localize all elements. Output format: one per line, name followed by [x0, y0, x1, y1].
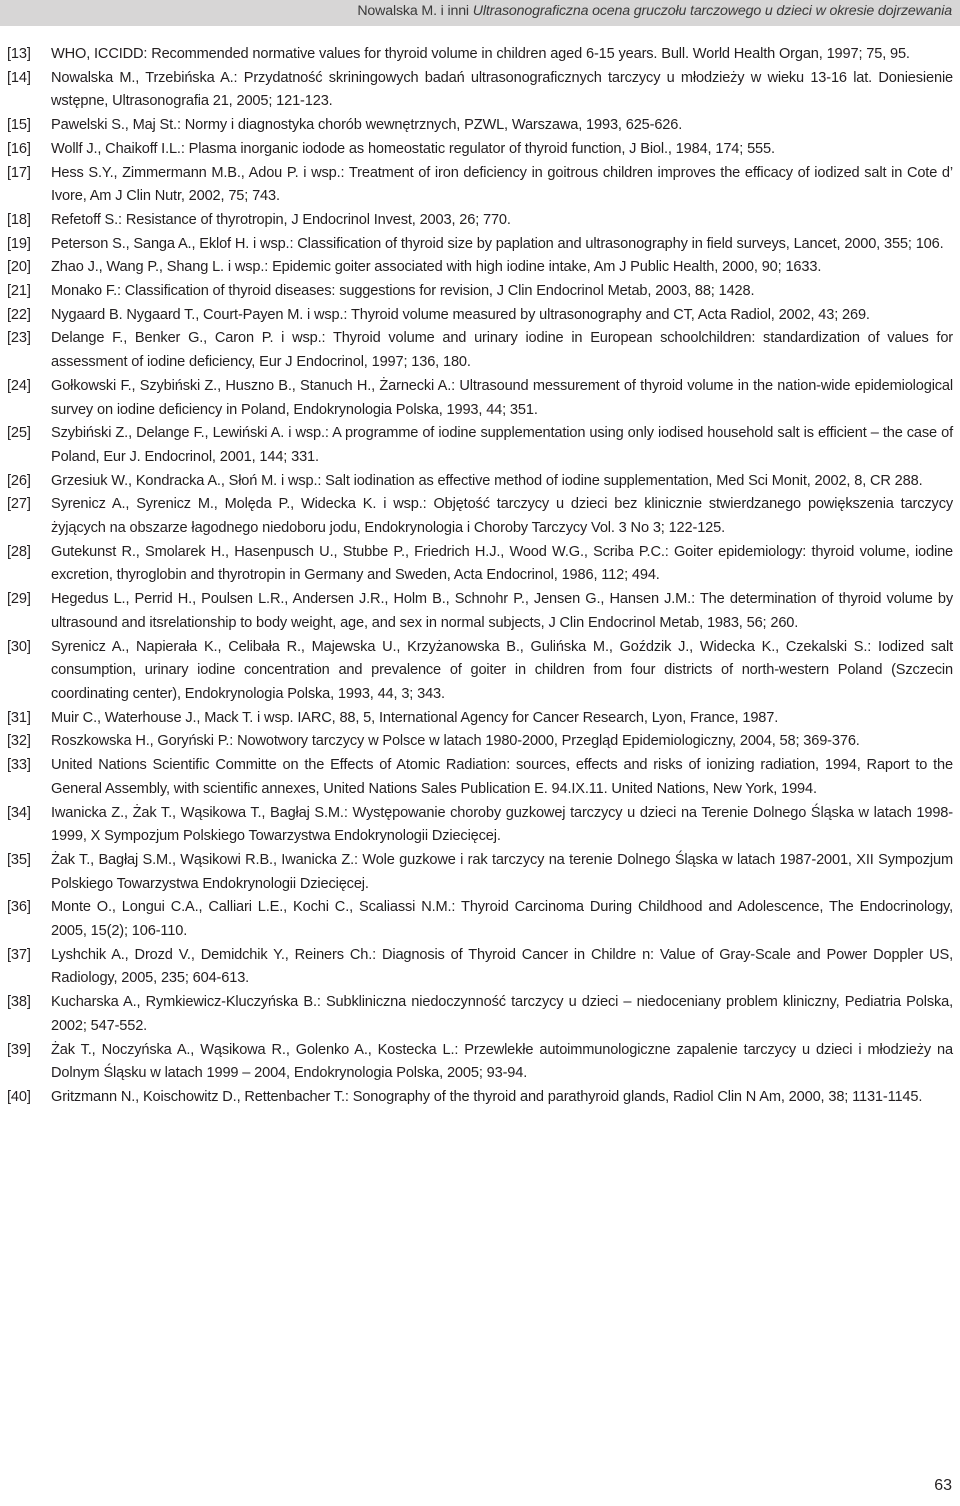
- reference-number: [16]: [7, 140, 31, 157]
- reference-item: [7, 944, 953, 991]
- reference-text: Hegedus L., Perrid H., Poulsen L.R., Andersen J.R., Holm B., Schnohr P., Jensen G., Hansen J.M.: The determination of thyroid volume by ultrasound and itsrelationship to body weight, age, and sex in normal subjects, J Clin Endocrinol Metab, 1983, 56; 260.: [51, 591, 953, 631]
- reference-number: [38]: [7, 994, 31, 1011]
- reference-item: [7, 114, 953, 138]
- reference-text: Monte O., Longui C.A., Calliari L.E., Kochi C., Scaliassi N.M.: Thyroid Carcinoma During Childhood and Adolescence, The Endocrinology, 2005, 15(2); 106-110.: [51, 899, 953, 940]
- reference-item: [7, 991, 953, 1038]
- reference-item: [7, 43, 953, 67]
- header-article-title: Ultrasonograficzna ocena gruczołu tarczowego u dzieci w okresie dojrzewania: [472, 3, 952, 19]
- reference-number: [29]: [7, 591, 31, 608]
- reference-number: [36]: [7, 899, 31, 916]
- reference-text: Monako F.: Classification of thyroid diseases: suggestions for revision, J Clin Endocrinol Metab, 2003, 88; 1428.: [51, 283, 755, 300]
- reference-number: [39]: [7, 1041, 31, 1058]
- running-header: [0, 0, 960, 26]
- reference-text: Refetoff S.: Resistance of thyrotropin, J Endocrinol Invest, 2003, 26; 770.: [51, 211, 511, 228]
- reference-item: [7, 636, 953, 707]
- reference-number: [23]: [7, 330, 31, 347]
- reference-text: Nowalska M., Trzebińska A.: Przydatność skriningowych badań ultrasonograficznych tarczycy u młodzieży w wieku 13-16 lat. Doniesienie wstępne, Ultrasonografia 21, 2005; 121-123.: [51, 69, 953, 110]
- reference-text: Gołkowski F., Szybiński Z., Huszno B., Stanuch H., Żarnecki A.: Ultrasound messurement of thyroid volume in the nation-wide epidemiological survey on iodine deficiency in Poland, Endokrynologia Polska, 1993, 44; 351.: [51, 377, 953, 418]
- reference-text: Grzesiuk W., Kondracka A., Słoń M. i wsp.: Salt iodination as effective method of iodine supplementation, Med Sci Monit, 2002, 8, CR 288.: [51, 472, 923, 489]
- page-number: 63: [934, 1477, 952, 1494]
- reference-number: [21]: [7, 283, 31, 300]
- reference-text: Szybiński Z., Delange F., Lewiński A. i wsp.: A programme of iodine supplementation using only iodised household salt is efficient – the case of Poland, Eur J. Endocrinol, 2001, 144; 331.: [51, 425, 953, 465]
- reference-text: Muir C., Waterhouse J., Mack T. i wsp. IARC, 88, 5, International Agency for Cancer Research, Lyon, France, 1987.: [51, 709, 779, 726]
- reference-item: [7, 541, 953, 588]
- reference-number: [35]: [7, 851, 31, 868]
- reference-item: [7, 1086, 953, 1110]
- reference-text: Wollf J., Chaikoff I.L.: Plasma inorganic iodode as homeostatic regulator of thyroid function, J Biol., 1984, 174; 555.: [51, 140, 775, 157]
- reference-text: Zhao J., Wang P., Shang L. i wsp.: Epidemic goiter associated with high iodine intake, Am J Public Health, 2000, 90; 1633.: [51, 259, 822, 276]
- reference-item: [7, 802, 953, 849]
- reference-list: [7, 43, 953, 1110]
- reference-number: [33]: [7, 757, 31, 774]
- reference-number: [15]: [7, 117, 31, 134]
- reference-number: [34]: [7, 804, 31, 821]
- reference-number: [31]: [7, 709, 31, 726]
- reference-item: [7, 162, 953, 209]
- reference-text: Kucharska A., Rymkiewicz-Kluczyńska B.: Subkliniczna niedoczynność tarczycy u dzieci – niedoceniany problem kliniczny, Pediatria Polska, 2002; 547-552.: [51, 994, 953, 1034]
- reference-number: [20]: [7, 259, 31, 276]
- reference-text: Gritzmann N., Koischowitz D., Rettenbacher T.: Sonography of the thyroid and parathyroid glands, Radiol Clin N Am, 2000, 38; 1131-1145.: [51, 1088, 923, 1105]
- reference-item: [7, 67, 953, 114]
- reference-number: [17]: [7, 164, 31, 181]
- reference-text: Hess S.Y., Zimmermann M.B., Adou P. i wsp.: Treatment of iron deficiency in goitrous children improves the efficacy of iodized salt in Cote d’ Ivore, Am J Clin Nutr, 2002, 75; 743.: [51, 164, 953, 205]
- reference-text: Roszkowska H., Goryński P.: Nowotwory tarczycy w Polsce w latach 1980-2000, Przegląd Epidemiologiczny, 2004, 58; 369-376.: [51, 733, 860, 750]
- reference-item: [7, 470, 953, 494]
- reference-text: Żak T., Bagłaj S.M., Wąsikowi R.B., Iwanicka Z.: Wole guzkowe i rak tarczycy na terenie Dolnego Śląska w latach 1987-2001, XII Sympozjum Polskiego Towarzystwa Endokrynologii Dziecięcej.: [51, 851, 953, 892]
- reference-text: United Nations Scientific Committe on the Effects of Atomic Radiation: sources, effects and risks of ionizing radiation, 1994, Raport to the General Assembly, with scientific annexes, United Nations Sales Publication E. 94.IX.11. United Nations, New York, 1994.: [51, 757, 953, 797]
- reference-item: [7, 730, 953, 754]
- reference-text: Syrenicz A., Syrenicz M., Molęda P., Widecka K. i wsp.: Objętość tarczycy u dzieci bez klinicznie stwierdzanego powiększenia tarczycy żyjących na obszarze łagodnego niedoboru jodu, Endokrynologia i Choroby Tarczycy Vol. 3 No 3; 122-125.: [51, 496, 953, 537]
- reference-number: [30]: [7, 638, 31, 655]
- header-authors: Nowalska M. i inni: [357, 3, 469, 19]
- reference-text: Peterson S., Sanga A., Eklof H. i wsp.: Classification of thyroid size by paplation and ultrasonography in field surveys, Lancet, 2000, 355; 106.: [51, 235, 944, 252]
- reference-item: [7, 896, 953, 943]
- reference-item: [7, 849, 953, 896]
- reference-item: [7, 233, 953, 257]
- reference-item: [7, 588, 953, 635]
- reference-item: [7, 256, 953, 280]
- reference-text: Żak T., Noczyńska A., Wąsikowa R., Golenko A., Kostecka L.: Przewlekłe autoimmunologiczne zapalenie tarczycy u dzieci i młodzieży na Dolnym Śląsku w latach 1999 – 2004, Endokrynologia Polska, 2005; 93-94.: [51, 1041, 953, 1082]
- reference-item: [7, 493, 953, 540]
- reference-item: [7, 138, 953, 162]
- reference-text: WHO, ICCIDD: Recommended normative values for thyroid volume in children aged 6-15 years. Bull. World Health Organ, 1997; 75, 95.: [51, 46, 910, 62]
- reference-number: [13]: [7, 46, 31, 62]
- reference-number: [24]: [7, 377, 31, 394]
- reference-number: [40]: [7, 1088, 31, 1105]
- reference-number: [19]: [7, 235, 31, 252]
- reference-number: [14]: [7, 69, 31, 86]
- reference-item: [7, 209, 953, 233]
- reference-text: Syrenicz A., Napierała K., Celibała R., Majewska U., Krzyżanowska B., Gulińska M., Goździk J., Widecka K., Czekalski S.: Iodized salt consumption, urinary iodine concentration and prevalence of goiter in children from four districts of north-western Poland (Szczecin coordinating center), Endokrynologia Polska, 1993, 44, 3; 343.: [51, 638, 953, 702]
- reference-text: Pawelski S., Maj St.: Normy i diagnostyka chorób wewnętrznych, PZWL, Warszawa, 1993, 625-626.: [51, 117, 683, 134]
- reference-text: Delange F., Benker G., Caron P. i wsp.: Thyroid volume and urinary iodine in European schoolchildren: standardization of values for assessment of iodine deficiency, Eur J Endocrinol, 1997; 136, 180.: [51, 330, 953, 371]
- reference-number: [25]: [7, 425, 31, 442]
- running-header-text: [357, 3, 952, 19]
- reference-item: [7, 422, 953, 469]
- reference-item: [7, 375, 953, 422]
- reference-item: [7, 707, 953, 731]
- reference-number: [32]: [7, 733, 31, 750]
- reference-item: [7, 304, 953, 328]
- reference-number: [26]: [7, 472, 31, 489]
- reference-number: [18]: [7, 211, 31, 228]
- reference-text: Lyshchik A., Drozd V., Demidchik Y., Reiners Ch.: Diagnosis of Thyroid Cancer in Childre n: Value of Gray-Scale and Power Doppler US, Radiology, 2005, 235; 604-613.: [51, 946, 953, 987]
- reference-text: Iwanicka Z., Żak T., Wąsikowa T., Bagłaj S.M.: Występowanie choroby guzkowej tarczycy u dzieci na Terenie Dolnego Śląska w latach 1998-1999, X Sympozjum Polskiego Towarzystwa Endokrynologii Dziecięcej.: [51, 804, 953, 845]
- reference-item: [7, 280, 953, 304]
- reference-text: Nygaard B. Nygaard T., Court-Payen M. i wsp.: Thyroid volume measured by ultrasonography and CT, Acta Radiol, 2002, 43; 269.: [51, 306, 870, 323]
- reference-number: [28]: [7, 543, 31, 560]
- reference-item: [7, 327, 953, 374]
- reference-item: [7, 1039, 953, 1086]
- reference-number: [37]: [7, 946, 31, 963]
- reference-text: Gutekunst R., Smolarek H., Hasenpusch U., Stubbe P., Friedrich H.J., Wood W.G., Scriba P.C.: Goiter epidemiology: thyroid volume, iodine excretion, thyroglobin and thyrotropin in Germany and Sweden, Acta Endocrinol, 1986, 112; 494.: [51, 543, 953, 584]
- reference-number: [27]: [7, 496, 31, 513]
- reference-number: [22]: [7, 306, 31, 323]
- reference-item: [7, 754, 953, 801]
